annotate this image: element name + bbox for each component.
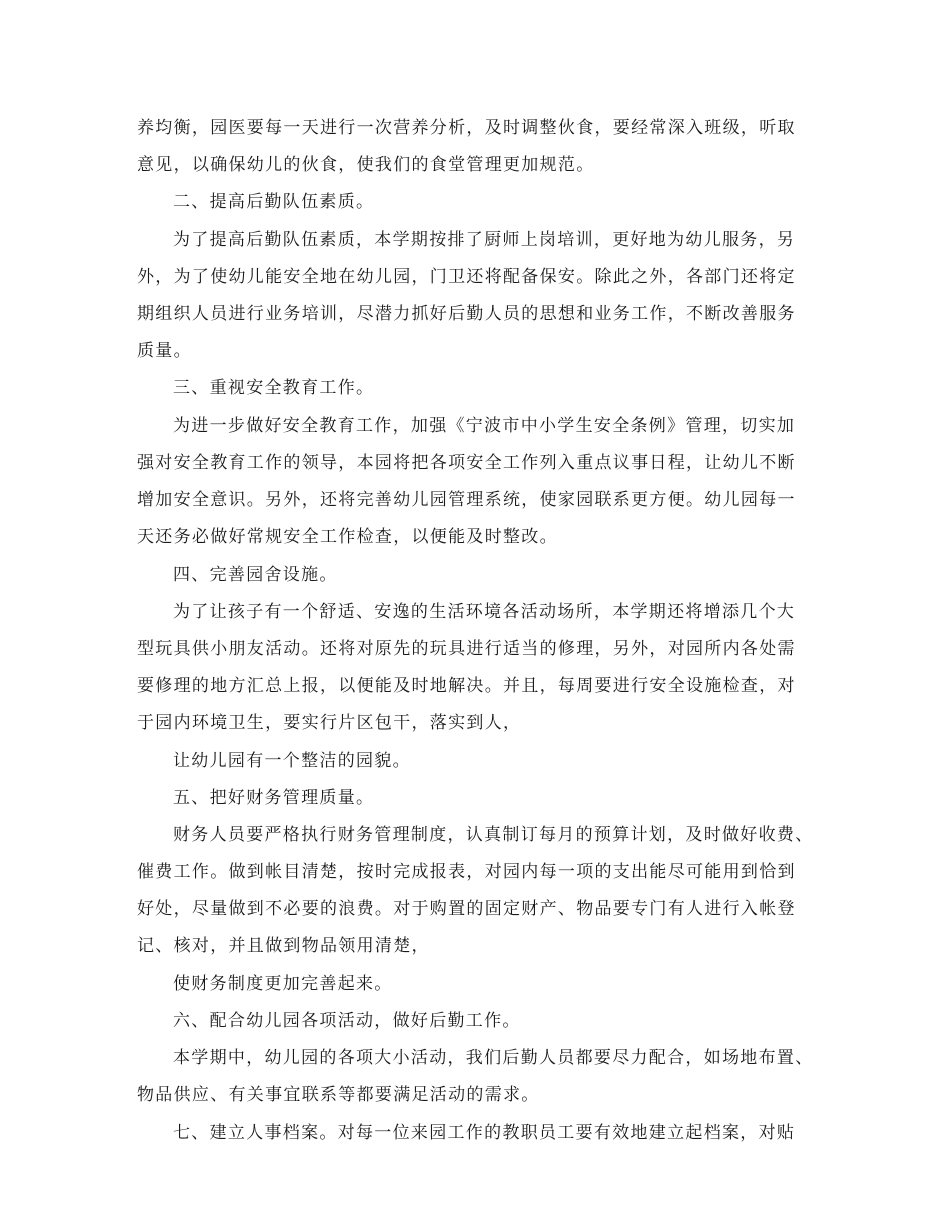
text-line: 财务人员要严格执行财务管理制度，认真制订每月的预算计划，及时做好收费、 xyxy=(173,825,814,845)
text-line: 物品供应、有关事宜联系等都要满足活动的需求。 xyxy=(137,1085,540,1105)
section-heading: 三、重视安全教育工作。 xyxy=(173,378,375,398)
text-line: 要修理的地方汇总上报，以便能及时地解决。并且，每周要进行安全设施检查，对 xyxy=(137,676,796,696)
text-line: 外，为了使幼儿能安全地在幼儿园，门卫还将配备保安。除此之外，各部门还将定 xyxy=(137,267,796,287)
text-line: 让幼儿园有一个整洁的园貌。 xyxy=(173,751,411,771)
text-line: 记、核对，并且做到物品领用清楚， xyxy=(137,936,430,956)
text-line: 催费工作。做到帐目清楚，按时完成报表，对园内每一项的支出能尽可能用到恰到 xyxy=(137,862,796,882)
text-line: 增加安全意识。另外，还将完善幼儿园管理系统，使家园联系更方便。幼儿园每一 xyxy=(137,490,796,510)
section-heading: 六、配合幼儿园各项活动，做好后勤工作。 xyxy=(173,1011,521,1031)
text-line: 为了提高后勤队伍素质，本学期按排了厨师上岗培训，更好地为幼儿服务，另 xyxy=(173,230,796,250)
text-line: 为了让孩子有一个舒适、安逸的生活环境各活动场所，本学期还将增添几个大 xyxy=(173,602,796,622)
section-heading: 二、提高后勤队伍素质。 xyxy=(173,192,375,212)
text-line: 型玩具供小朋友活动。还将对原先的玩具进行适当的修理，另外，对园所内各处需 xyxy=(137,639,796,659)
text-line: 本学期中，幼儿园的各项大小活动，我们后勤人员都要尽力配合，如场地布置、 xyxy=(173,1048,814,1068)
text-line: 使财务制度更加完善起来。 xyxy=(173,974,393,994)
text-line: 于园内环境卫生，要实行片区包干，落实到人， xyxy=(137,713,522,733)
text-line: 好处，尽量做到不必要的浪费。对于购置的固定财产、物品要专门有人进行入帐登 xyxy=(137,899,796,919)
section-heading: 五、把好财务管理质量。 xyxy=(173,788,375,808)
text-line: 强对安全教育工作的领导，本园将把各项安全工作列入重点议事日程，让幼儿不断 xyxy=(137,453,796,473)
section-heading: 四、完善园舍设施。 xyxy=(173,565,338,585)
text-line: 天还务必做好常规安全工作检查，以便能及时整改。 xyxy=(137,527,558,547)
section-heading: 七、建立人事档案。对每一位来园工作的教职员工要有效地建立起档案，对贴 xyxy=(173,1123,796,1143)
text-line: 期组织人员进行业务培训，尽潜力抓好后勤人员的思想和业务工作，不断改善服务 xyxy=(137,304,796,324)
text-line: 质量。 xyxy=(137,341,192,361)
text-line: 意见，以确保幼儿的伙食，使我们的食堂管理更加规范。 xyxy=(137,155,595,175)
text-line: 养均衡，园医要每一天进行一次营养分析，及时调整伙食，要经常深入班级，听取 xyxy=(137,118,796,138)
text-line: 为进一步做好安全教育工作，加强《宁波市中小学生安全条例》管理，切实加 xyxy=(173,416,796,436)
